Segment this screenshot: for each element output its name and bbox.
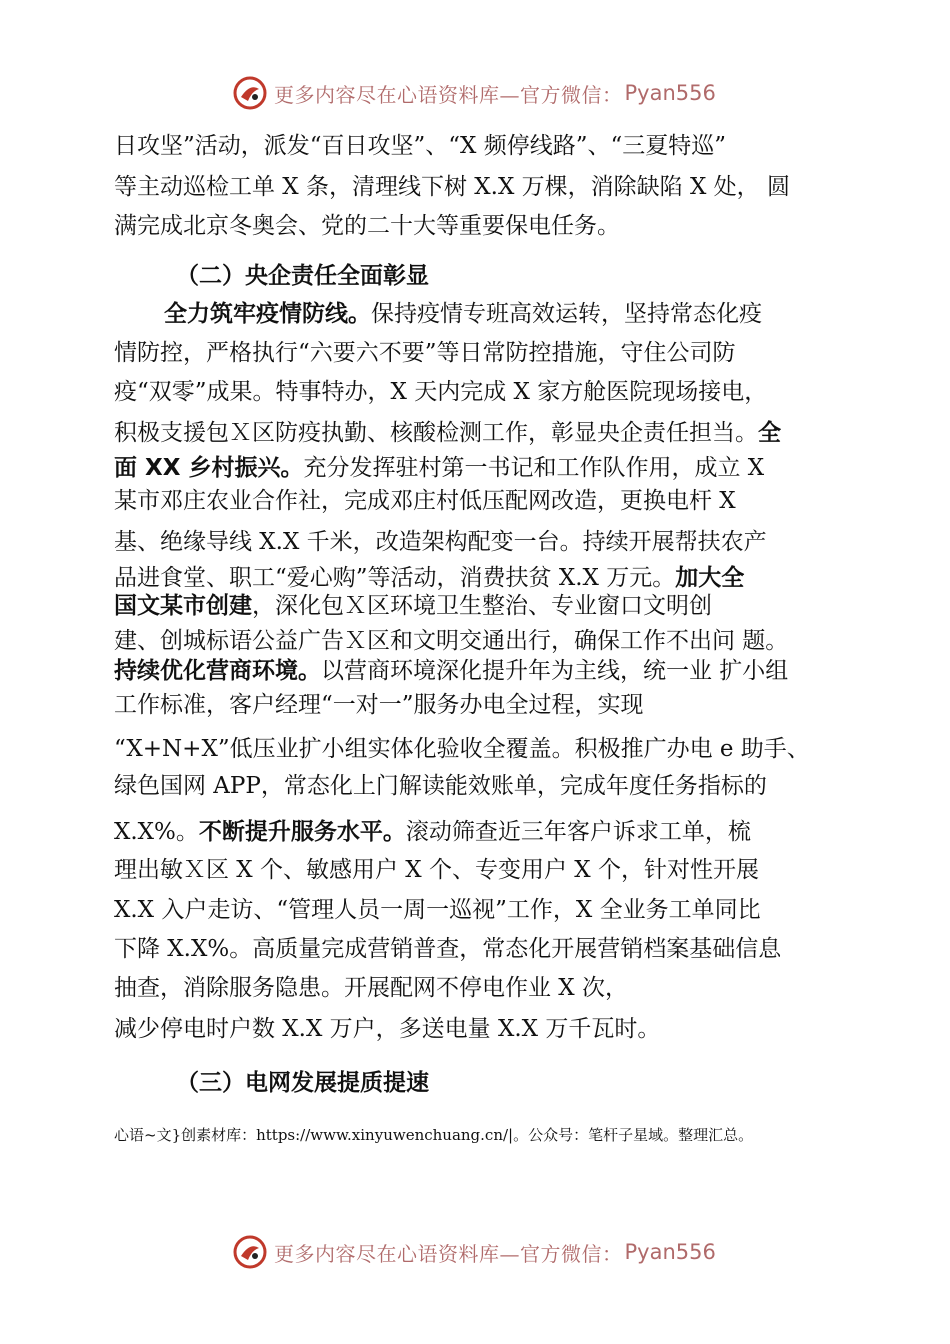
banner-handle: Pyan556: [624, 1240, 716, 1264]
text-run: 品进食堂、职工“爱心购”等活动，消费扶贫 X.X 万元。: [114, 565, 676, 591]
text-run: 保持疫情专班高效运转，坚持常态化疫: [371, 301, 762, 327]
paragraph-line: 绿色国网 APP，常态化上门解读能效账单，完成年度任务指标的: [114, 773, 767, 799]
paragraph-line: “X+N+X”低压业扩小组实体化验收全覆盖。积极推广办电 e 助手、: [114, 736, 810, 762]
paragraph-line: 理出敏Ｘ区 X 个、敏感用户 X 个、专变用户 X 个，针对性开展: [114, 857, 759, 883]
paragraph-line: [164, 299, 762, 329]
text-run: ，深化包Ｘ区环境卫生整治、专业窗口文明创: [252, 593, 712, 619]
paragraph-line: 情防控，严格执行“六要六不要”等日常防控措施，守住公司防: [114, 340, 736, 366]
paragraph-line: 减少停电时户数 X.X 万户，多送电量 X.X 万千瓦时。: [114, 1016, 661, 1042]
paragraph-line: [114, 563, 744, 593]
text-run: 滚动筛查近三年客户诉求工单，梳: [405, 819, 751, 845]
text-run: 充分发挥驻村第一书记和工作队作用，成立 X: [303, 455, 765, 481]
paragraph-line: 下降 X.X%。高质量完成营销普查，常态化开展营销档案基础信息: [114, 936, 782, 962]
paragraph-line: [114, 591, 712, 621]
bold-lead: 全: [758, 420, 781, 446]
banner-text: 更多内容尽在心语资料库—官方微信：: [274, 1241, 623, 1266]
header-banner: [232, 73, 752, 113]
footer-banner: [232, 1232, 752, 1272]
paragraph-line: 等主动巡检工单 X 条，清理线下树 X.X 万棵，消除缺陷 X 处， 圆: [114, 174, 790, 200]
red-circle-seal-icon: [232, 75, 268, 111]
paragraph-line: 建、创城标语公益广告Ｘ区和文明交通出行，确保工作不出问 题。: [114, 628, 789, 654]
paragraph-line: 某市邓庄农业合作社，完成邓庄村低压配网改造，更换电杆 X: [114, 488, 736, 514]
text-run: 积极支援包Ｘ区防疫执勤、核酸检测工作，彰显央企责任担当。: [114, 420, 758, 446]
banner-text: 更多内容尽在心语资料库—官方微信：: [274, 82, 623, 107]
bold-lead: 面 XX 乡村振兴。: [114, 455, 304, 481]
section-heading: （二）央企责任全面彰显: [176, 263, 429, 289]
banner-handle: Pyan556: [624, 81, 716, 105]
source-footnote: 心语~文}创素材库：https://www.xinyuwenchuang.cn/|。公众号：笔杆子星域。整理汇总。: [114, 1126, 754, 1144]
paragraph-line: 疫“双零”成果。特事特办，X 天内完成 X 家方舱医院现场接电，: [114, 379, 768, 405]
paragraph-line: 日攻坚”活动，派发“百日攻坚”、“X 频停线路”、“三夏特巡”: [114, 133, 726, 159]
section-heading: （三）电网发展提质提速: [176, 1070, 429, 1096]
paragraph-line: [114, 418, 781, 448]
paragraph-line: 满完成北京冬奥会、党的二十大等重要保电任务。: [114, 213, 620, 239]
paragraph-line: 抽查，消除服务隐患。开展配网不停电作业 X 次，: [114, 975, 628, 1001]
paragraph-line: [114, 817, 751, 847]
text-run: 以营商环境深化提升年为主线，统一业 扩小组: [321, 658, 789, 684]
red-circle-seal-icon: [232, 1234, 268, 1270]
paragraph-line: [114, 656, 788, 686]
bold-lead: 持续优化营商环境。: [114, 658, 321, 684]
bold-lead: 全力筑牢疫情防线。: [164, 301, 371, 327]
paragraph-line: 基、绝缘导线 X.X 千米，改造架构配变一台。持续开展帮扶农产: [114, 529, 767, 555]
bold-lead: 不断提升服务水平。: [198, 819, 406, 845]
paragraph-line: X.X 入户走访、“管理人员一周一巡视”工作，X 全业务工单同比: [114, 897, 761, 923]
paragraph-line: [114, 453, 764, 483]
paragraph-line: 工作标准，客户经理“一对一”服务办电全过程，实现: [114, 692, 644, 718]
bold-lead: 加大全: [675, 565, 745, 591]
bold-lead: 国文某市创建: [114, 593, 252, 619]
text-run: X.X%。: [114, 819, 199, 845]
